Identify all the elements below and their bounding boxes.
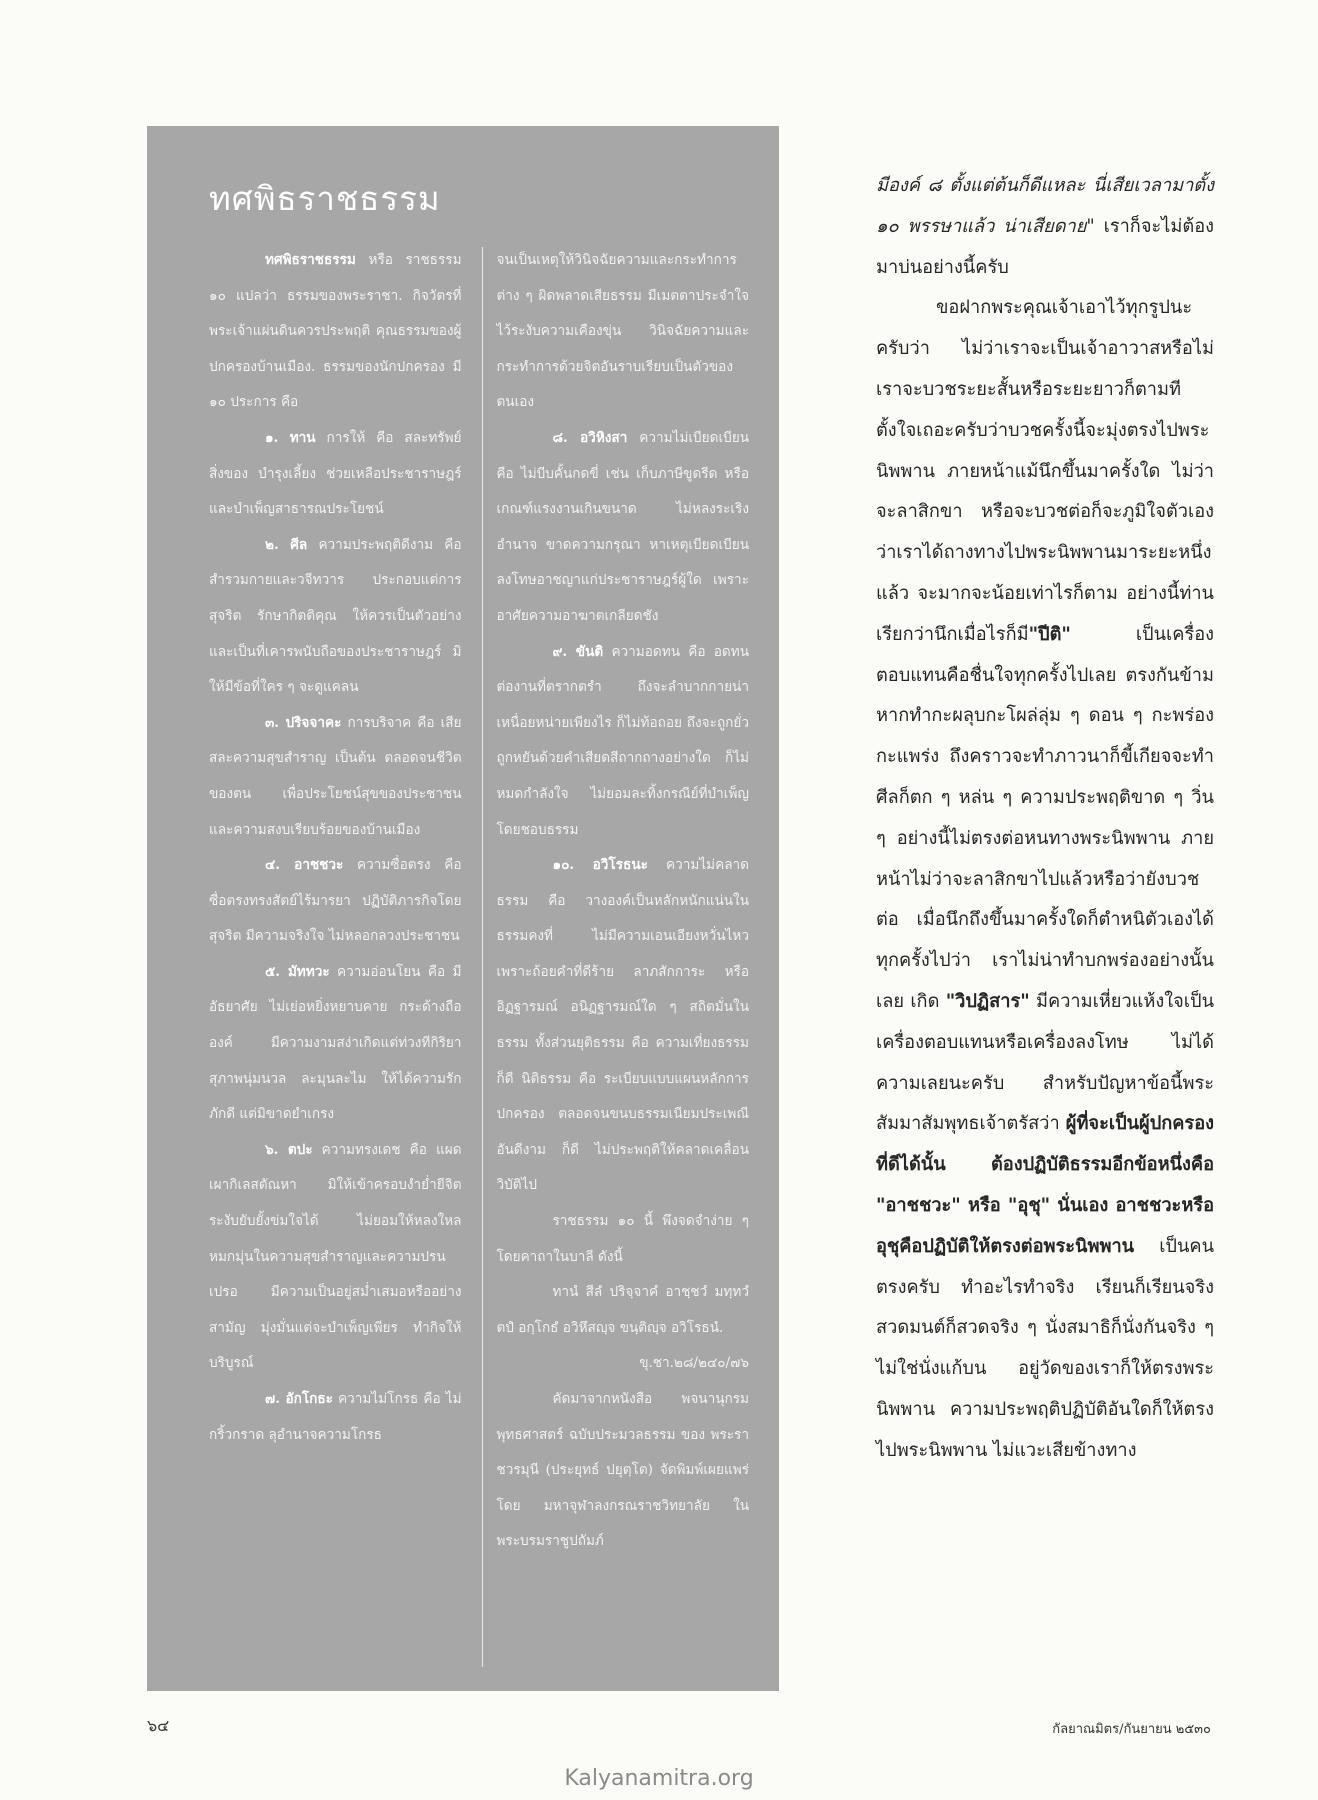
sidebar-paragraph [209,528,462,706]
sidebar-term: ๘. อวิหิงสา [552,429,628,446]
sidebar-text: ความอ่อนโยน คือ มีอัธยาศัย ไม่เย่อหยิ่งหยาบคาย กระด้างถือองค์ มีความงามสง่าเกิดแต่ท่วงทีกิริยาสุภาพนุ่มนวล ละมุนละไม ให้ได้ความรักภักดี แต่มิขาดยำเกรง [209,963,462,1123]
sidebar-term: ทศพิธราชธรรม [265,252,356,268]
sidebar-term: ๗. อักโกธะ [265,1391,333,1407]
main-article [876,166,1214,1472]
emphasis-ajjava: ผู้ที่จะเป็นผู้ปกครองที่ดีได้นั้น ต้องปฏิบัติธรรมอีกข้อหนึ่งคือ "อาชชวะ" หรือ "อุชุ" นั่นเอง อาชชวะหรืออุชุคือปฏิบัติให้ตรงต่อพระนิพพาน [876,1113,1214,1257]
sidebar-paragraph [496,1382,749,1560]
sidebar-paragraph [496,1346,749,1382]
page-number: ๖๔ [147,1716,170,1735]
paragraph-2 [876,288,1214,1471]
sidebar-paragraph [496,421,749,635]
sidebar-paragraph [209,1382,462,1453]
sidebar-paragraph [209,955,462,1133]
sidebar-text: คัดมาจากหนังสือ พจนานุกรมพุทธศาสตร์ ฉบับประมวลธรรม ของ พระราชวรมุนี (ประยุทธ์ ปยุตฺโต) จัดพิมพ์เผยแพร่โดย มหาจุฬาลงกรณราชวิทยาลัย ในพระบรมราชูปถัมภ์ [496,1391,749,1550]
sidebar-text: ความอดทน คือ อดทนต่องานที่ตรากตรำ ถึงจะลำบากกายน่าเหนื่อยหน่ายเพียงไร ก็ไม่ท้อถอย ถึงจะถูกยั่วถูกหยันด้วยคำเสียดสีถากถางอย่างใด ก็ไม่หมดกำลังใจ ไม่ยอมละทิ้งกรณีย์ที่บำเพ็ญโดยชอบธรรม [496,643,749,838]
sidebar-right-column [496,243,749,1667]
paragraph-2-text: ขอฝากพระคุณเจ้าเอาไว้ทุกรูปนะครับว่า ไม่ว่าเราจะเป็นเจ้าอาวาสหรือไม่ เราจะบวชระยะสั้นหรือระยะยาวก็ตามที ตั้งใจเถอะครับว่าบวชครั้งนี้จะมุ่งตรงไปพระนิพพาน ภายหน้าแม้นึกขึ้นมาครั้งใด ไม่ว่าจะลาสิกขา หรือจะบวชต่อก็จะภูมิใจตัวเองว่าเราได้ถางทางไปพระนิพพานมาระยะหนึ่งแล้ว จะมากจะน้อยเท่าไรก็ตาม อย่างนี้ท่านเรียกว่านึกเมื่อไรก็มี [876,297,1214,645]
sidebar-paragraph [209,243,462,421]
sidebar-term: ๑๐. อวิโรธนะ [552,857,648,874]
sidebar-paragraph [496,1275,749,1346]
paragraph-1 [876,166,1214,288]
sidebar-text: ขุ.ชา.๒๘/๒๔๐/๗๖ [639,1355,749,1372]
sidebar-text: การบริจาค คือ เสียสละความสุขสำราญ เป็นต้น ตลอดจนชีวิตของตน เพื่อประโยชน์สุขของประชาชน และความสงบเรียบร้อยของบ้านเมือง [209,714,462,838]
sidebar-term: ๖. ตปะ [265,1141,313,1158]
sidebar-left-column [209,243,476,1667]
term-vippatisara: "วิปฏิสาร" [945,990,1030,1012]
footer-source: กัลยาณมิตร/กันยายน ๒๕๓๐ [1052,1722,1211,1737]
sidebar-text: หรือ ราชธรรม ๑๐ แปลว่า ธรรมของพระราชา. กิจวัตรที่พระเจ้าแผ่นดินควรประพฤติ คุณธรรมของผู้ปกครองบ้านเมือง. ธรรมของนักปกครอง มี ๑๐ ประการ คือ [209,252,462,411]
sidebar-paragraph [496,1204,749,1275]
sidebar-text: จนเป็นเหตุให้วินิจฉัยความและกระทำการต่าง ๆ ผิดพลาดเสียธรรม มีเมตตาประจำใจไว้ระงับความเคืองขุ่น วินิจฉัยความและกระทำการด้วยจิตอันราบเรียบเป็นตัวของตนเอง [496,252,749,411]
sidebar-term: ๕. มัททวะ [265,963,330,980]
sidebar-paragraph [209,421,462,528]
sidebar-columns [209,243,749,1667]
sidebar-text: ความไม่โกรธ คือ ไม่กริ้วกราด ลุอำนาจความโกรธ [209,1391,462,1443]
sidebar-paragraph [496,243,749,421]
sidebar-text: ความซื่อตรง คือ ซื่อตรงทรงสัตย์ไร้มารยา ปฏิบัติภารกิจโดยสุจริต มีความจริงใจ ไม่หลอกลวงประชาชน [209,857,462,945]
sidebar-box [147,126,779,1691]
sidebar-paragraph [209,848,462,955]
sidebar-text: ราชธรรม ๑๐ นี้ พึงจดจำง่าย ๆ โดยคาถาในบาลี ดังนี้ [496,1213,749,1265]
paragraph-1-rest: เราก็จะไม่ต้องมาบ่นอย่างนี้ครับ [876,215,1214,278]
sidebar-text: การให้ คือ สละทรัพย์สิ่งของ บำรุงเลี้ยง ช่วยเหลือประชาราษฎร์ และบำเพ็ญสาธารณประโยชน์ [209,429,462,518]
sidebar-text: ความประพฤติดีงาม คือ สำรวมกายและวจีทวาร ประกอบแต่การสุจริต รักษากิตติคุณ ให้ควรเป็นตัวอย่าง และเป็นที่เคารพนับถือของประชาราษฎร์ มิให้มีข้อที่ใคร ๆ จะดูแคลน [209,536,462,696]
column-divider [482,247,483,1667]
sidebar-paragraph [496,848,749,1204]
sidebar-text: ทานํ สีลํ ปริจฺจาคํ อาชฺชวํ มทฺทวํ ตปํ อกฺโกธํ อวิหึสญฺจ ขนฺติญฺจ อวิโรธนํ. [496,1284,749,1336]
quote-italic: มีองค์ ๘ ตั้งแต่ต้นก็ดีแหละ นี่เสียเวลามาตั้ง ๑๐ พรรษาแล้ว น่าเสียดาย" [876,175,1214,237]
sidebar-term: ๑. ทาน [265,429,316,446]
sidebar-text: ความไม่คลาดธรรม คือ วางองค์เป็นหลักหนักแน่นในธรรมคงที่ ไม่มีความเอนเอียงหวั่นไหวเพราะถ้อยคำที่ดีร้าย ลาภสักการะ หรืออิฏฐารมณ์ อนิฏฐารมณ์ใด ๆ สถิตมั่นในธรรม ทั้งส่วนยุติธรรม คือ ความเที่ยงธรรม ก็ดี นิติธรรม คือ ระเบียบแบบแผนหลักการปกครอง ตลอดจนขนบธรรมเนียมประเพณีอันดีงาม ก็ดี ไม่ประพฤติให้คลาดเคลื่อนวิบัติไป [496,857,749,1194]
watermark: Kalyanamitra.org [564,1766,754,1791]
sidebar-paragraph [209,706,462,848]
term-piti: "ปีติ" [1028,623,1071,645]
sidebar-paragraph [209,1133,462,1382]
sidebar-term: ๙. ขันติ [552,643,604,660]
sidebar-title: ทศพิธราชธรรม [209,179,441,218]
sidebar-paragraph [496,635,749,849]
sidebar-term: ๔. อาชชวะ [265,857,344,874]
paragraph-2-text: เป็นเครื่องตอบแทนคือชื่นใจทุกครั้งไปเลย ตรงกันข้ามหากทำกะผลุบกะโผล่ลุ่ม ๆ ดอน ๆ กะพร่องกะแพร่ง ถึงคราวจะทำภาวนาก็ขี้เกียจจะทำ ศีลก็ตก ๆ หล่น ๆ ความประพฤติขาด ๆ วิ่น ๆ อย่างนี้ไม่ตรงต่อหนทางพระนิพพาน ภายหน้าไม่ว่าจะลาสิกขาไปแล้วหรือว่ายังบวชต่อ เมื่อนึกถึงขึ้นมาครั้งใดก็ตำหนิตัวเองได้ทุกครั้งไปว่า เราไม่น่าทำบกพร่องอย่างนั้นเลย เกิด [876,623,1214,1012]
sidebar-term: ๒. ศีล [265,536,308,553]
paragraph-2-text: เป็นคนตรงครับ ทำอะไรทำจริง เรียนก็เรียนจริง สวดมนต์ก็สวดจริง ๆ นั่งสมาธิก็นั่งกันจริง ๆ ไม่ใช่นั่งแก้บน อยู่วัดของเราก็ให้ตรงพระนิพพาน ความประพฤติปฏิบัติอันใดก็ให้ตรงไปพระนิพพาน ไม่แวะเสียข้างทาง [876,1235,1214,1461]
paragraph-2-text: มีความเหี่ยวแห้งใจเป็นเครื่องตอบแทนหรือเครื่องลงโทษ ไม่ได้ความเลยนะครับ สำหรับปัญหาข้อนี้พระสัมมาสัมพุทธเจ้าตรัสว่า [876,990,1215,1135]
sidebar-text: ความทรงเดช คือ แผดเผากิเลสตัณหา มิให้เข้าครอบงำย่ำยีจิต ระงับยับยั้งข่มใจได้ ไม่ยอมให้หลงใหลหมกมุ่นในความสุขสำราญและความปรนเปรอ มีความเป็นอยู่สม่ำเสมอหรืออย่างสามัญ มุ่งมั่นแต่จะบำเพ็ญเพียร ทำกิจให้บริบูรณ์ [209,1141,462,1372]
sidebar-text: ความไม่เบียดเบียน คือ ไม่บีบคั้นกดขี่ เช่น เก็บภาษีขูดรีด หรือเกณฑ์แรงงานเกินขนาด ไม่หลงระเริงอำนาจ ขาดความกรุณา หาเหตุเบียดเบียนลงโทษอาชญาแก่ประชาราษฎร์ผู้ใด เพราะอาศัยความอาฆาตเกลียดชัง [496,429,749,624]
sidebar-term: ๓. ปริจจาคะ [265,714,342,731]
